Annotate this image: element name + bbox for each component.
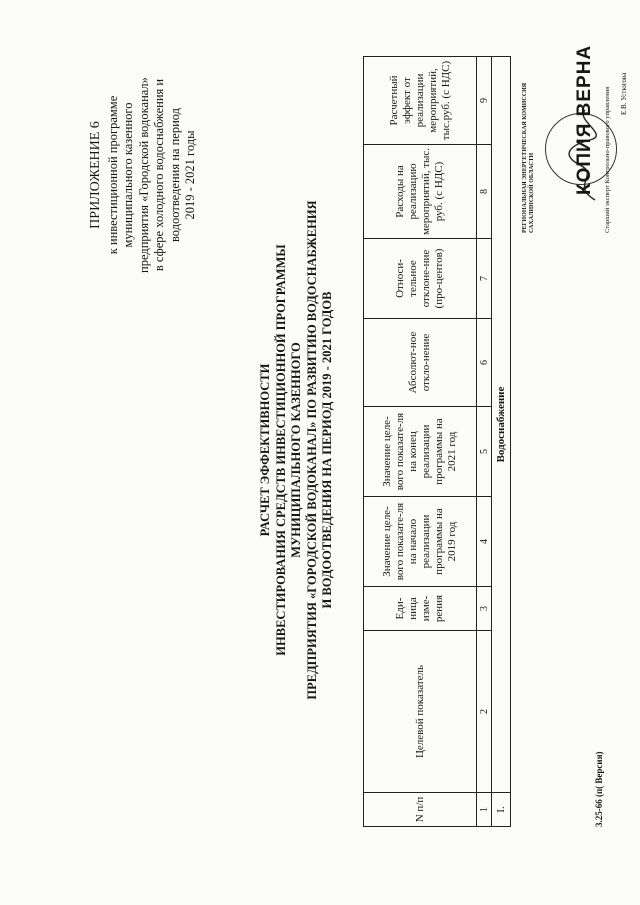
section-number: I.	[492, 793, 511, 827]
header-cell: Абсолют-ное откло-нение	[364, 319, 477, 407]
stamp-role: Старший эксперт Контрольно-правового управления	[604, 86, 611, 233]
document-title	[258, 55, 336, 845]
column-number: 3	[477, 587, 492, 631]
header-cell: Расчетный эффект от реализации мероприятий, тыс.руб. (с НДС)	[364, 57, 477, 145]
column-number: 1	[477, 793, 492, 827]
appendix-heading: ПРИЛОЖЕНИЕ 6	[88, 121, 103, 229]
stamp-copy-label: КОПИЯ ВЕРНА	[574, 44, 595, 195]
appendix-line: муниципального казенного	[121, 102, 135, 248]
column-number: 8	[477, 145, 492, 239]
title-line: МУНИЦИПАЛЬНОГО КАЗЕННОГО	[289, 342, 303, 558]
title-line: РАСЧЕТ ЭФФЕКТИВНОСТИ	[258, 363, 272, 537]
header-cell: N п/п	[364, 793, 477, 827]
appendix-line: к инвестиционной программе	[105, 95, 120, 255]
appendix-line: в сфере холодного водоснабжения и	[152, 78, 166, 272]
title-line: ИНВЕСТИРОВАНИЯ СРЕДСТВ ИНВЕСТИЦИОННОЙ ПРОГРАММЫ	[273, 244, 288, 656]
copy-stamp	[520, 35, 632, 235]
appendix-line: 2019 - 2021 годы	[183, 130, 197, 220]
efficiency-table	[363, 56, 511, 827]
appendix-line: водоотведения на период	[167, 107, 182, 243]
column-number: 6	[477, 319, 492, 407]
header-cell: Относи-тельное отклоне-ние (про-центов)	[364, 239, 477, 319]
column-number: 2	[477, 631, 492, 793]
column-number: 7	[477, 239, 492, 319]
footer-code: 3.25-66 (п( Версия)	[594, 751, 604, 827]
header-cell: Целевой показатель	[364, 631, 477, 793]
section-row	[492, 57, 511, 827]
header-cell: Значение целе-вого показате-ля на начало реализации программы на 2019 год	[364, 497, 477, 587]
table-header-row	[364, 57, 477, 827]
title-line: ПРЕДПРИЯТИЯ «ГОРОДСКОЙ ВОДОКАНАЛ» ПО РАЗВИТИЮ ВОДОСНАБЖЕНИЯ	[304, 200, 319, 700]
header-cell: Значение целе-вого показате-ля на конец реализации программы на 2021 год	[364, 407, 477, 497]
appendix-line: предприятия «Городской водоканал»	[136, 77, 151, 273]
column-number: 5	[477, 407, 492, 497]
section-label: Водоснабжение	[492, 57, 511, 793]
stamp-signer: Е.В. Устюгова	[620, 72, 628, 115]
column-number: 4	[477, 497, 492, 587]
appendix-block	[88, 10, 199, 340]
header-cell: Расходы на реализацию мероприятий, тыс. руб. (с НДС)	[364, 145, 477, 239]
stamp-organization: РЕГИОНАЛЬНАЯ ЭНЕРГЕТИЧЕСКАЯ КОМИССИЯ САХАЛИНСКОЙ ОБЛАСТИ	[522, 82, 535, 233]
title-line: И ВОДООТВЕДЕНИЯ НА ПЕРИОД 2019 - 2021 ГОДОВ	[320, 291, 334, 609]
header-cell: Еди-ница изме-рения	[364, 587, 477, 631]
column-number-row	[477, 57, 492, 827]
column-number: 9	[477, 57, 492, 145]
